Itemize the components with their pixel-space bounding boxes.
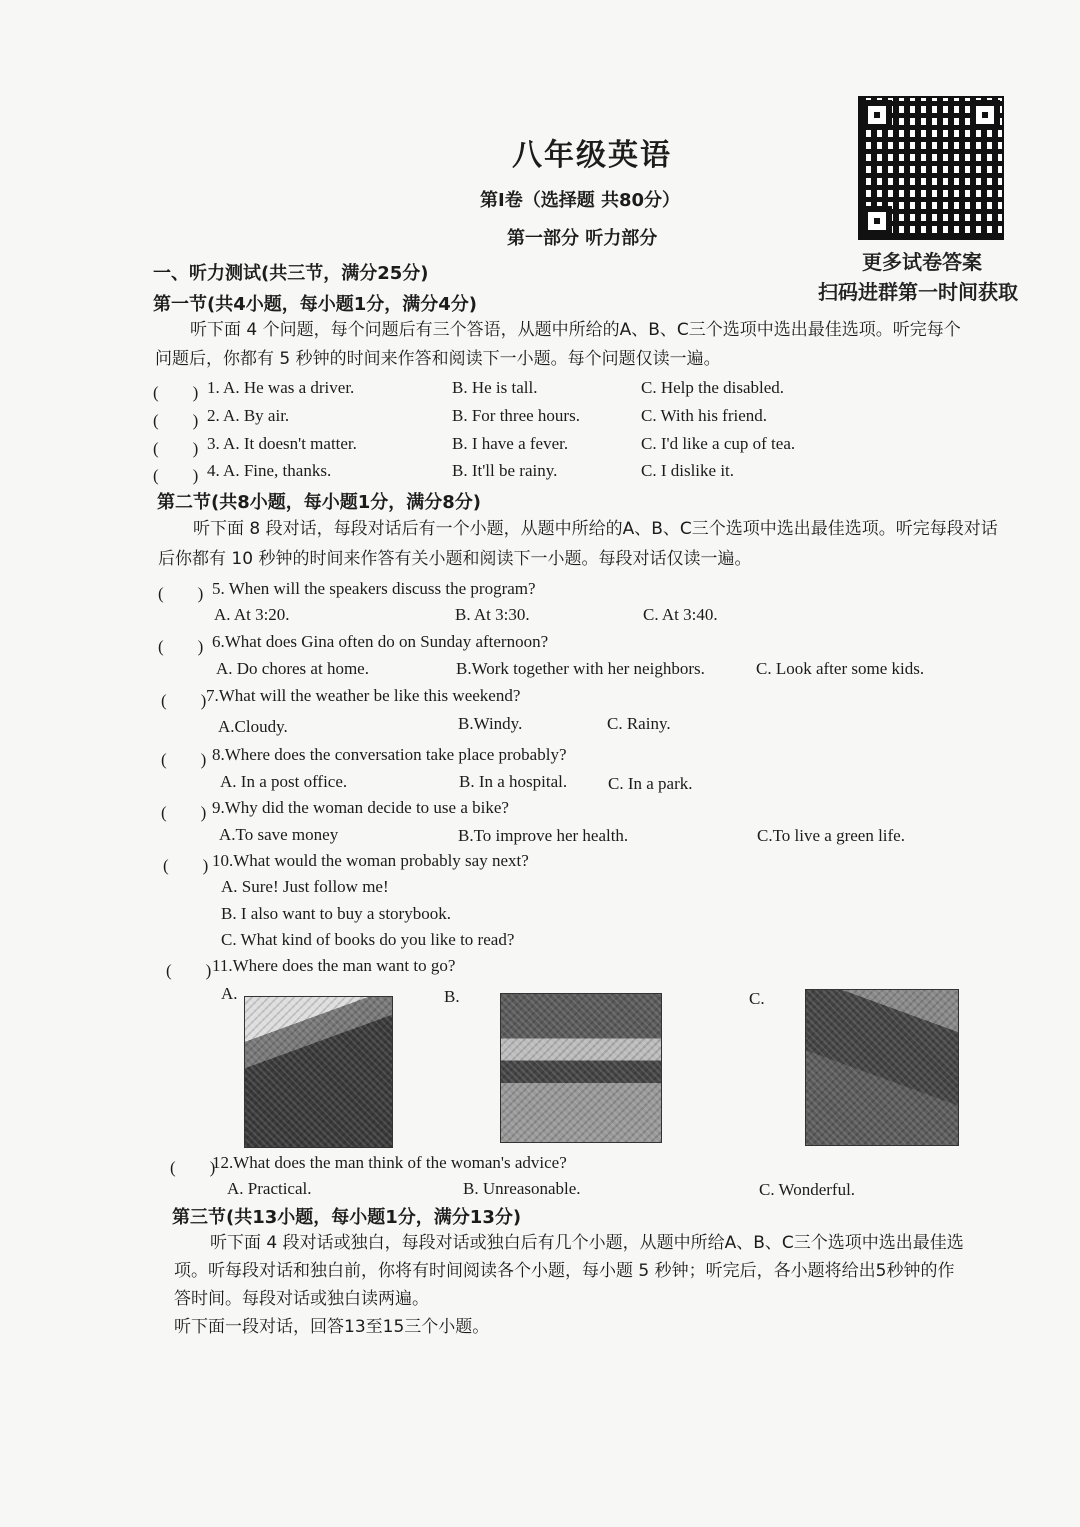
question-1-option-b: B. He is tall. [452, 378, 538, 397]
question-7-option-c: C. Rainy. [607, 714, 671, 733]
answer-blank[interactable]: ( ) [163, 856, 209, 875]
question-11-option-c-label: C. [749, 989, 765, 1008]
question-5-option-b: B. At 3:30. [455, 605, 530, 624]
question-11-option-b-label: B. [444, 987, 460, 1006]
qr-finder-top-right [970, 100, 1000, 130]
part3-instruction-line1: 听下面 4 段对话或独白，每段对话或独白后有几个小题，从题中所给A、B、C三个选项中选出最佳选 [210, 1233, 964, 1253]
part1-title: 第一节(共4小题，每小题1分，满分4分) [153, 294, 478, 315]
part3-title: 第三节(共13小题，每小题1分，满分13分) [172, 1207, 522, 1228]
question-8-stem: 8.Where does the conversation take place probably? [212, 745, 567, 764]
question-5-option-c: C. At 3:40. [643, 605, 718, 624]
question-10-option-c: C. What kind of books do you like to read? [221, 930, 515, 949]
part-heading: 第一部分 听力部分 [507, 228, 658, 249]
answer-blank[interactable]: ( ) [166, 961, 212, 980]
question-7-stem: 7.What will the weather be like this weekend? [206, 686, 521, 705]
question-4-option-c: C. I dislike it. [641, 461, 735, 480]
photo-option-c [805, 989, 959, 1146]
question-9-stem: 9.Why did the woman decide to use a bike? [212, 798, 509, 817]
part3-lead: 听下面一段对话，回答13至15三个小题。 [174, 1317, 490, 1337]
qr-finder-bottom-left [862, 206, 892, 236]
question-4-option-a: 4. A. Fine, thanks. [207, 461, 332, 480]
question-10-option-a: A. Sure! Just follow me! [221, 877, 389, 896]
answer-blank[interactable]: ( ) [161, 691, 207, 710]
question-12-option-a: A. Practical. [227, 1179, 312, 1198]
answer-blank[interactable]: ( ) [158, 584, 204, 603]
question-9-option-a: A.To save money [219, 825, 339, 844]
qr-code [858, 96, 1004, 240]
answer-blank[interactable]: ( ) [161, 803, 207, 822]
question-5-option-a: A. At 3:20. [214, 605, 290, 624]
qr-caption-line1: 更多试卷答案 [862, 250, 982, 274]
question-2-option-c: C. With his friend. [641, 406, 768, 425]
part3-instruction-line2: 项。听每段对话和独白前，你将有时间阅读各个小题，每小题 5 秒钟；听完后，各小题将给出5秒钟的作 [174, 1261, 955, 1281]
answer-blank[interactable]: ( ) [153, 466, 199, 485]
question-9-option-b: B.To improve her health. [458, 826, 629, 845]
question-7-option-a: A.Cloudy. [218, 717, 288, 736]
question-1-option-c: C. Help the disabled. [641, 378, 785, 397]
answer-blank[interactable]: ( ) [170, 1158, 216, 1177]
question-3-option-b: B. I have a fever. [452, 434, 569, 453]
question-9-option-c: C.To live a green life. [757, 826, 905, 845]
part2-title: 第二节(共8小题，每小题1分，满分8分) [157, 492, 482, 513]
question-11-option-a-label: A. [221, 984, 238, 1003]
question-6-option-c: C. Look after some kids. [756, 659, 925, 678]
answer-blank[interactable]: ( ) [153, 411, 199, 430]
question-3-option-c: C. I'd like a cup of tea. [641, 434, 796, 453]
part2-instruction-line2: 后你都有 10 秒钟的时间来作答有关小题和阅读下一小题。每段对话仅读一遍。 [158, 549, 752, 569]
photo-option-b [500, 993, 662, 1143]
question-8-option-c: C. In a park. [608, 774, 693, 793]
photo-option-a [244, 996, 393, 1148]
section-title: 一、听力测试(共三节，满分25分) [153, 263, 429, 284]
question-4-option-b: B. It'll be rainy. [452, 461, 558, 480]
qr-caption-line2: 扫码进群第一时间获取 [818, 280, 1018, 304]
question-3-option-a: 3. A. It doesn't matter. [207, 434, 357, 453]
question-11-stem: 11.Where does the man want to go? [212, 956, 456, 975]
exam-title: 八年级英语 [512, 138, 672, 173]
question-1-option-a: 1. A. He was a driver. [207, 378, 355, 397]
question-12-option-c: C. Wonderful. [759, 1180, 856, 1199]
part1-instruction-line2: 问题后，你都有 5 秒钟的时间来作答和阅读下一小题。每个问题仅读一遍。 [155, 349, 721, 369]
question-6-option-b: B.Work together with her neighbors. [456, 659, 705, 678]
question-2-option-b: B. For three hours. [452, 406, 580, 425]
question-6-stem: 6.What does Gina often do on Sunday afternoon? [212, 632, 549, 651]
part1-instruction-line1: 听下面 4 个问题，每个问题后有三个答语，从题中所给的A、B、C三个选项中选出最佳选项。听完每个 [190, 320, 961, 340]
question-10-stem: 10.What would the woman probably say next? [212, 851, 529, 870]
question-8-option-a: A. In a post office. [220, 772, 348, 791]
part3-instruction-line3: 答时间。每段对话或独白读两遍。 [174, 1289, 429, 1309]
volume-heading: 第Ⅰ卷（选择题 共80分） [480, 190, 681, 211]
answer-blank[interactable]: ( ) [153, 439, 199, 458]
answer-blank[interactable]: ( ) [153, 383, 199, 402]
question-10-option-b: B. I also want to buy a storybook. [221, 904, 451, 923]
part2-instruction-line1: 听下面 8 段对话，每段对话后有一个小题，从题中所给的A、B、C三个选项中选出最佳选项。听完每段对话 [193, 519, 998, 539]
question-7-option-b: B.Windy. [458, 714, 523, 733]
question-2-option-a: 2. A. By air. [207, 406, 290, 425]
question-5-stem: 5. When will the speakers discuss the program? [212, 579, 536, 598]
qr-finder-top-left [862, 100, 892, 130]
question-12-option-b: B. Unreasonable. [463, 1179, 581, 1198]
answer-blank[interactable]: ( ) [158, 637, 204, 656]
question-12-stem: 12.What does the man think of the woman's advice? [212, 1153, 567, 1172]
question-6-option-a: A. Do chores at home. [216, 659, 369, 678]
question-8-option-b: B. In a hospital. [459, 772, 568, 791]
answer-blank[interactable]: ( ) [161, 750, 207, 769]
